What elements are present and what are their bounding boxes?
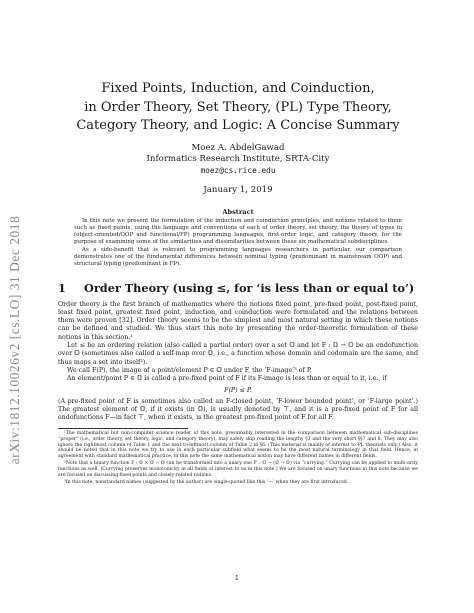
page-number: 1 bbox=[234, 574, 240, 582]
footnote: ³In this note, nonstandard names (suggested by the author) are single-quoted like this ‘—’ when they are first introduced. bbox=[64, 479, 349, 485]
abstract-paragraph: In this note we present the formulation of the induction and coinduction principles, and notions related to them such as fixed points, using the language and conventions of each of order theory, set theory, the theory of types in (object-oriented/OOP and functional/FP) programming languages, first-order logic, and category theory, for the purpose of examining some of the similarities and dissimilarities between these six mathematical subdisciplines. bbox=[74, 217, 402, 246]
body-paragraph: An element/point P ∈ 𝕆 is called a pre-fixed point of F if its F-image is less than or equal to it, i.e., if bbox=[67, 375, 387, 383]
author-name: Moez A. AbdelGawad bbox=[191, 142, 285, 153]
footnote: ¹The mathematical but non-computer science reader of this note, presumably interested in the comparison between mathematical sub-disciplines “proper” (i.e., order theory, set theory, logic, and category theory), may safely skip reading the lengthy §3 and the very short §§7 and 8. They may also ignore the rightmost column of Table 1 and the next-to-leftmost column of Table 2 in §6. (This material is mainly of interest to PL theorists only.) Also, it should be noted that in this note we try to use in each particular subfield what seems to be the most natural terminology in that field. Hence, in agreement with standard mathematical practice, in this note the same mathematical notion may have different names in different fields. bbox=[58, 430, 418, 460]
body-paragraph: (A pre-fixed point of F is sometimes also called an F-closed point, ‘F-lower bounded point’, or ‘F-large point’.) The greatest element of 𝕆, if it exists (in 𝕆), is usually denoted by ⊤, and it is a pre-fixed point of F for all endofunctions F—in fact ⊤, when it exists, is the greatest pre-fixed point of F for all F. bbox=[58, 397, 418, 422]
section-title: Order Theory (using ≤, for ‘is less than or equal to’) bbox=[84, 280, 415, 295]
abstract-body bbox=[74, 218, 402, 269]
title-line: in Order Theory, Set Theory, (PL) Type Theory, bbox=[84, 99, 392, 115]
title-line: Fixed Points, Induction, and Coinduction, bbox=[101, 81, 375, 96]
footnotes bbox=[58, 431, 418, 486]
paper-date: January 1, 2019 bbox=[203, 184, 273, 195]
display-equation: F(P) ≤ P. bbox=[224, 386, 252, 394]
abstract-heading: Abstract bbox=[222, 207, 254, 216]
title-line: Category Theory, and Logic: A Concise Summary bbox=[76, 118, 400, 133]
paper-page bbox=[58, 80, 418, 487]
body-paragraph: Order theory is the first branch of mathematics where the notions fixed point, pre-fixed point, post-fixed point, least fixed point, greatest fixed point, induction, and coinduction were formulated and the relations between them were proven [32]. Order theory seems to be the simplest and most natural setting in which these notions can be defined and studied. We thus start this note by presenting the order-theoretic formulation of these notions in this section.¹ bbox=[58, 300, 418, 341]
author-email: moez@cs.rice.edu bbox=[200, 165, 276, 175]
body-paragraph: We call F(P), the image of a point/element P ∈ 𝕆 under F, the ‘F-image’³ of P. bbox=[67, 366, 312, 374]
footnote-rule bbox=[58, 428, 188, 429]
arxiv-stamp bbox=[2, 120, 28, 560]
section-heading bbox=[58, 281, 418, 295]
paper-title bbox=[58, 80, 418, 136]
section-number: 1 bbox=[58, 280, 66, 295]
section-body bbox=[58, 301, 418, 423]
footnote: ²Note that a binary function F : 𝕆 × 𝕆 → 𝕆 can be transformed into a unary one F′ : 𝕆 → (𝕆 → 𝕆) via “currying.” Currying can be applied to multi-arity functions as well. (Currying preserves monotonicity in all fields of interest to us in this note.) We are focused on unary functions in this note because we are focused on discussing fixed points and closely-related notions. bbox=[58, 461, 418, 479]
arxiv-stamp-text: arXiv:1812.10026v2 [cs.LO] 31 Dec 2018 bbox=[7, 215, 22, 465]
abstract-paragraph: As a side-benefit that is relevant to programming languages researchers in particular, our comparison demonstrates one of the fundamental differences between nominal typing (predominant in mainstream OOP) and structural typing (predominant in FP). bbox=[74, 246, 402, 268]
author-affiliation: Informatics Research Institute, SRTA-City bbox=[146, 153, 330, 164]
body-paragraph: Let ≤ be an ordering relation (also called a partial order) over a set 𝕆 and let F : 𝕆 → 𝕆 be an endofunction over 𝕆 (sometimes also called a self-map over 𝕆, i.e., a function whose domain and codomain are the same, and thus maps a set into itself²). bbox=[58, 342, 418, 366]
